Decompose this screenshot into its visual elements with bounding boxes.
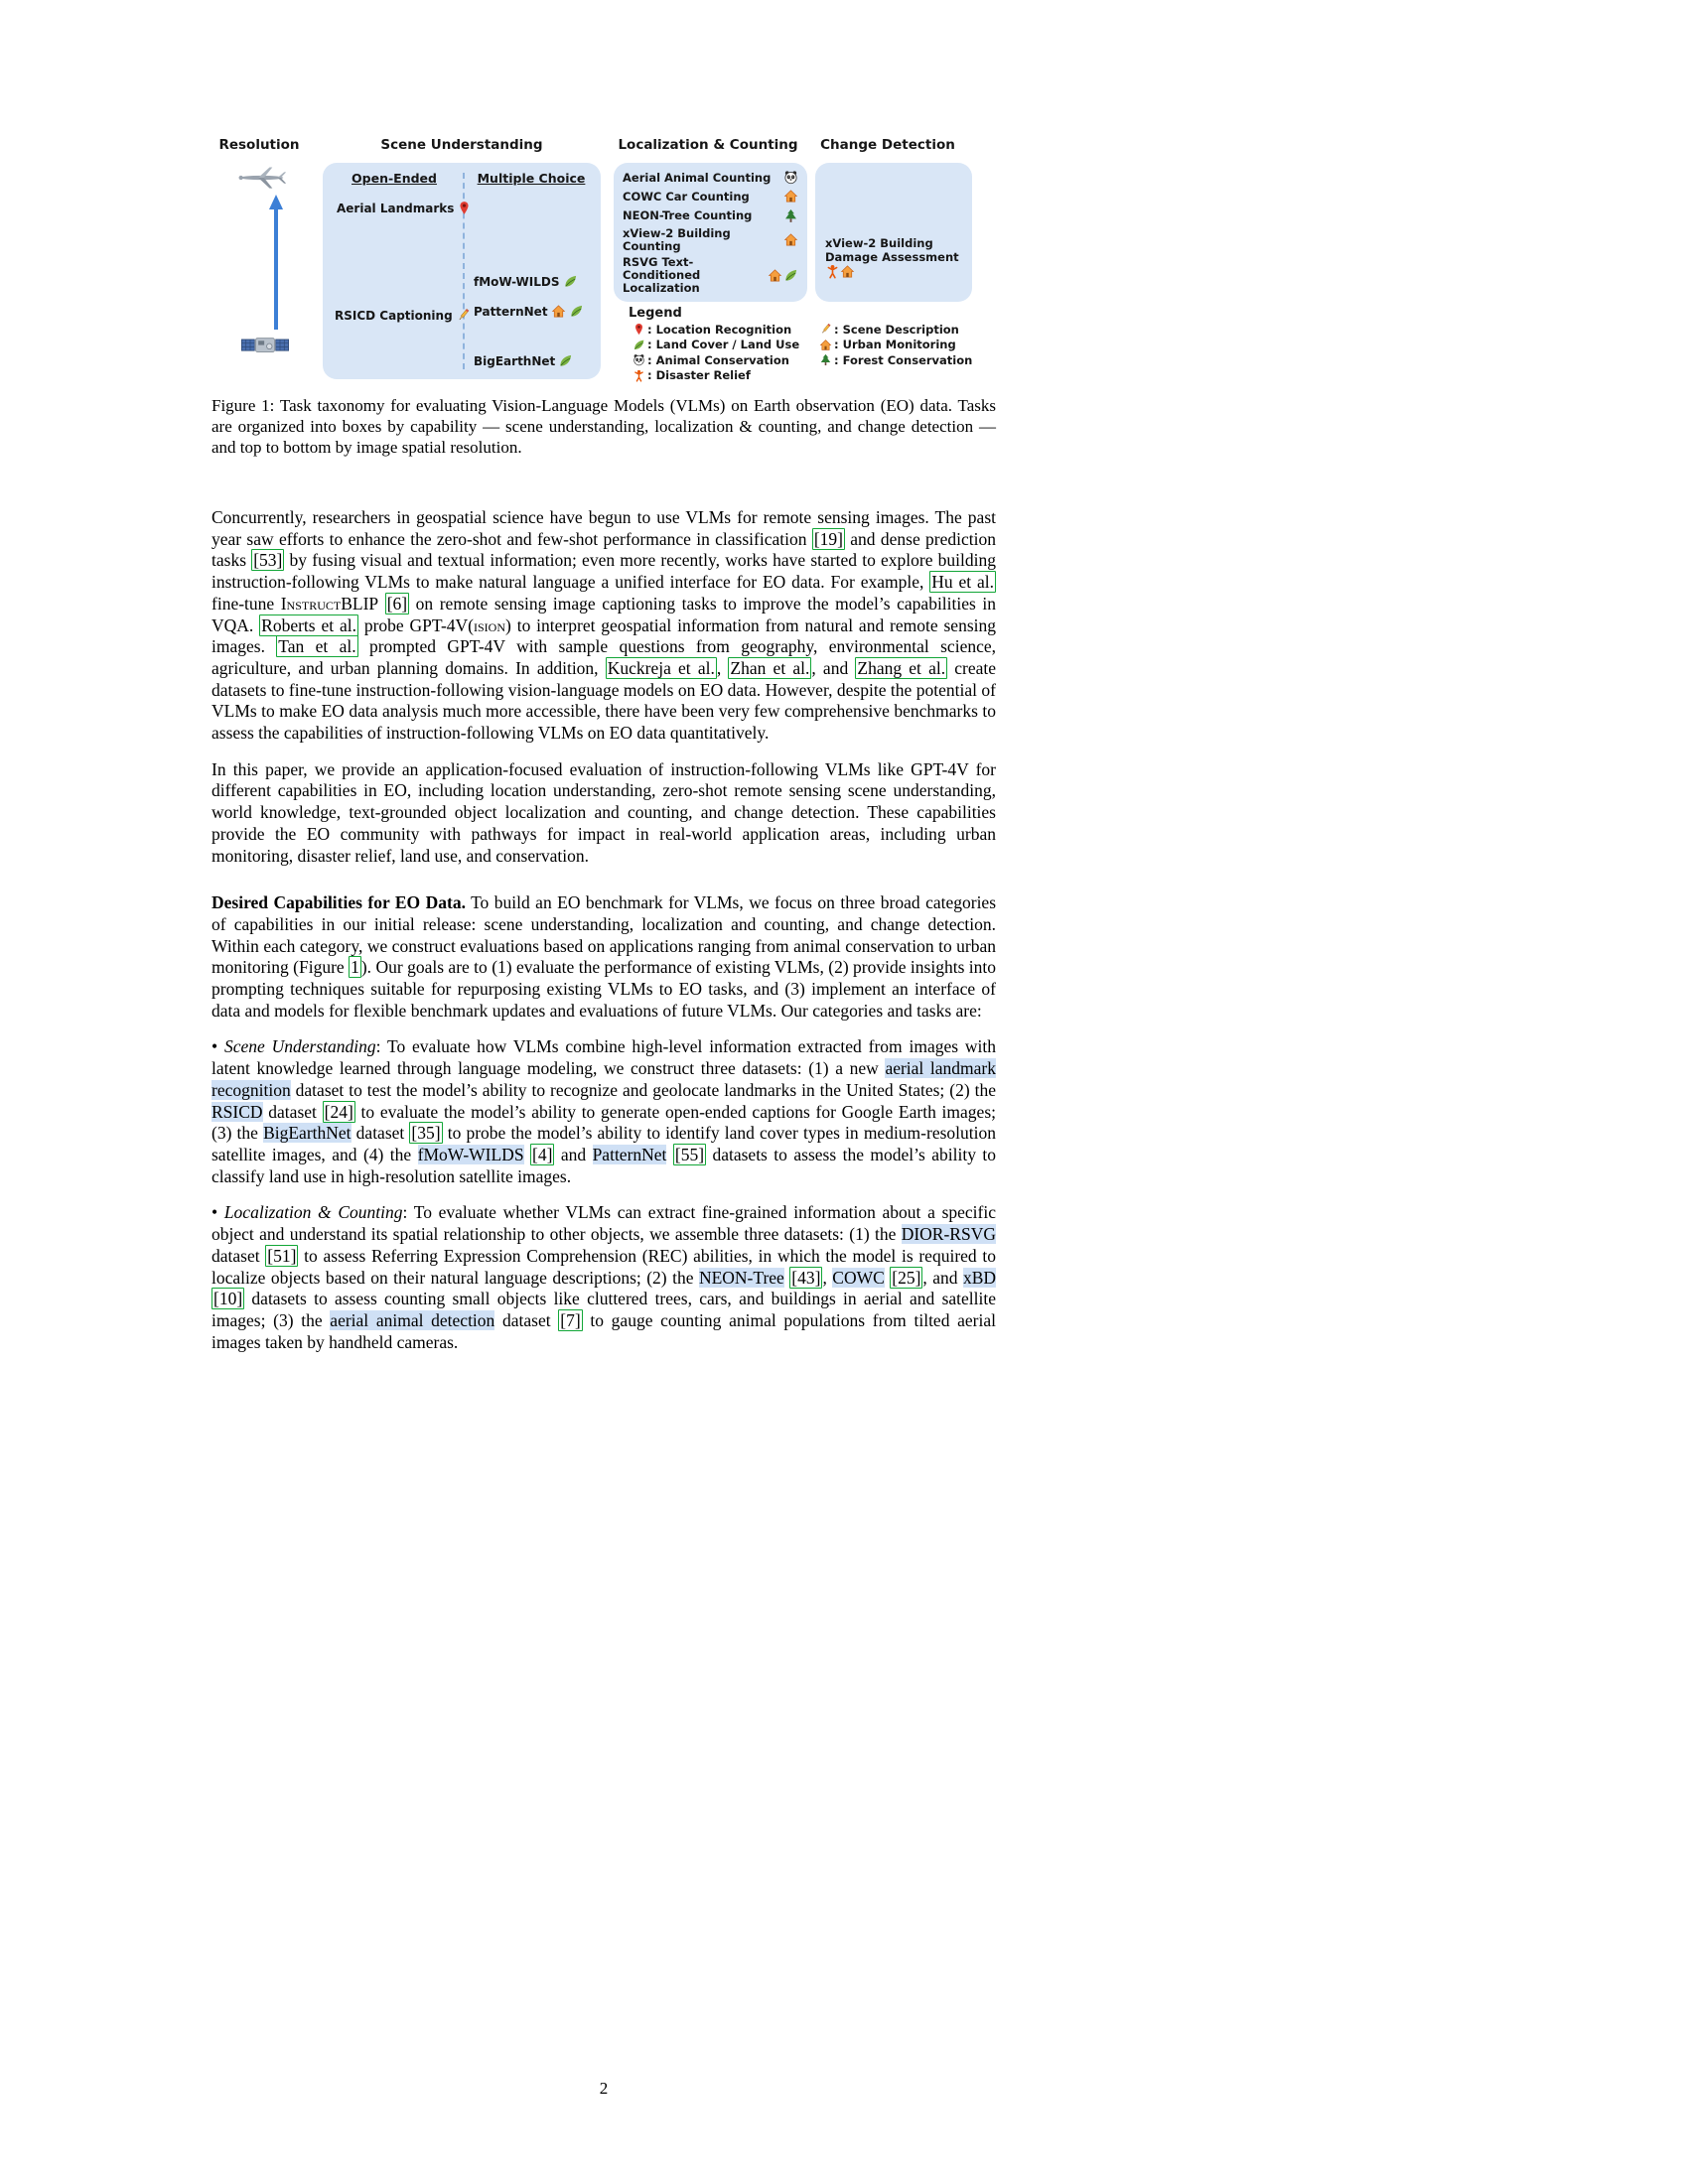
legend-item-land-cover xyxy=(633,339,799,353)
text-segment xyxy=(666,1145,672,1164)
text-segment: dataset to test the model’s ability to recognize and geolocate landmarks in the United States; (2) the xyxy=(290,1079,996,1100)
legend-title: Legend xyxy=(629,306,682,321)
citation-link[interactable]: [25] xyxy=(892,1267,921,1288)
bullet-scene-understanding xyxy=(211,1036,996,1187)
legend-label: : Forest Conservation xyxy=(834,352,973,367)
legend-item-location-recognition xyxy=(633,323,799,338)
task-xview2-building-damage xyxy=(825,236,966,280)
house-icon xyxy=(768,268,782,284)
text-segment: fine-tune xyxy=(211,593,281,614)
citation-link[interactable]: [4] xyxy=(532,1144,553,1164)
task-fmow-wilds xyxy=(474,274,578,290)
task-label: RSICD Captioning xyxy=(335,309,453,323)
task-bigearthnet xyxy=(474,353,573,369)
citation-link[interactable]: Tan et al. xyxy=(278,636,356,657)
paragraph-in-this-paper xyxy=(211,759,996,868)
dataset-highlight: COWC xyxy=(832,1267,885,1288)
citation-link[interactable]: [6] xyxy=(386,593,408,614)
text-segment: • xyxy=(211,1036,224,1057)
localization-counting-box xyxy=(614,163,807,302)
citation-link[interactable]: Roberts et al. xyxy=(261,614,356,635)
task-label: xView-2 Building Counting xyxy=(623,225,731,253)
citation-link[interactable]: Kuckreja et al. xyxy=(607,657,715,678)
text-segment: Concurrently, researchers in geospatial science have begun to use VLMs for remote sensing images. The past year saw efforts to enhance the zero-shot and few-shot performance in classification xyxy=(211,507,996,549)
text-segment: ) to interpret geospatial information from natural and remote sensing images. xyxy=(211,614,996,657)
task-label: Aerial Animal Counting xyxy=(623,170,772,185)
legend-column-2 xyxy=(819,323,972,369)
task-label: NEON-Tree Counting xyxy=(623,208,753,222)
text-segment xyxy=(378,594,385,614)
text-segment: to assess Referring Expression Comprehension (REC) abilities, in which the model is required to localize objects based on their natural language descriptions; (2) the xyxy=(211,1245,996,1288)
text-segment: : To evaluate how VLMs combine high-level information extracted from images with latent knowledge learned through language modeling, we construct three datasets: (1) a new xyxy=(211,1036,996,1079)
dataset-highlight: xBD xyxy=(962,1267,997,1288)
house-icon xyxy=(551,304,566,320)
text-segment: on remote sensing image captioning tasks to improve the model’s capabilities in VQA. xyxy=(211,593,996,635)
citation-link[interactable]: [19] xyxy=(813,528,843,549)
legend-item-animal-conservation xyxy=(633,353,799,368)
text-segment: • xyxy=(211,1202,224,1223)
citation-link[interactable]: [24] xyxy=(324,1101,353,1122)
citation-link[interactable]: Zhan et al. xyxy=(730,657,810,678)
citation-link[interactable]: [7] xyxy=(560,1309,581,1330)
legend-label: : Urban Monitoring xyxy=(834,338,956,351)
page-number: 2 xyxy=(599,2079,609,2098)
text-segment: Localization & Counting xyxy=(223,1202,403,1223)
panda-icon xyxy=(783,170,798,186)
house-icon xyxy=(840,266,855,280)
text-segment: to probe the model’s ability to identify land cover types in medium-resolution satellite images, and (4) the xyxy=(211,1123,996,1164)
dataset-highlight: RSICD xyxy=(211,1101,263,1122)
task-aerial-landmarks xyxy=(337,201,472,216)
multiple-choice-subheader: Multiple Choice xyxy=(477,171,586,186)
task-neon-tree-counting xyxy=(623,208,798,224)
text-segment: prompted GPT-4V with sample questions from geography, environmental science, agriculture, and urban planning domains. In addition, xyxy=(211,636,996,678)
dataset-highlight: DIOR-RSVG xyxy=(901,1224,996,1245)
dataset-highlight: NEON-Tree xyxy=(698,1267,784,1288)
task-label: Aerial Landmarks xyxy=(337,202,455,215)
dataset-highlight: aerial animal detection xyxy=(330,1309,495,1330)
text-segment: dataset xyxy=(262,1101,323,1122)
citation-link[interactable]: Zhang et al. xyxy=(857,657,946,678)
panda-icon xyxy=(633,353,645,368)
task-aerial-animal-counting xyxy=(623,170,798,186)
citation-link[interactable]: Hu et al. xyxy=(931,572,994,593)
pin-icon xyxy=(457,201,472,216)
text-segment: and dense prediction tasks xyxy=(211,528,996,571)
dataset-highlight: aerial landmark recognition xyxy=(211,1058,996,1100)
body-text xyxy=(211,507,996,1353)
task-label: BigEarthNet xyxy=(474,354,556,368)
legend-label: : Location Recognition xyxy=(647,322,792,337)
citation-link[interactable]: [10] xyxy=(213,1289,243,1309)
citation-link[interactable]: [43] xyxy=(791,1267,821,1288)
resolution-arrow-up-icon xyxy=(267,195,285,334)
dataset-highlight: BigEarthNet xyxy=(263,1123,352,1144)
text-segment: dataset xyxy=(211,1245,266,1266)
legend-label: : Animal Conservation xyxy=(647,352,789,367)
legend-label: : Disaster Relief xyxy=(647,368,751,382)
airplane-icon xyxy=(237,165,289,195)
paragraph-desired-capabilities xyxy=(211,892,996,1022)
figure-1-task-taxonomy xyxy=(211,137,996,387)
dataset-highlight: fMoW-WILDS xyxy=(417,1144,524,1164)
text-segment: by fusing visual and textual information; even more recently, works have started to explore building instruction-following VLMs to make natural language a unified interface for EO data. For example, xyxy=(211,550,996,593)
change-detection-box xyxy=(815,163,972,302)
column-header-localization-counting: Localization & Counting xyxy=(618,137,798,153)
leaf-icon xyxy=(633,339,645,353)
leaf-icon xyxy=(563,274,578,290)
dataset-highlight: PatternNet xyxy=(592,1144,667,1164)
figure-legend xyxy=(629,306,973,382)
text-segment: to gauge counting animal populations from tilted aerial images taken by handheld cameras. xyxy=(211,1309,996,1352)
citation-link[interactable]: [53] xyxy=(253,550,283,571)
task-label: COWC Car Counting xyxy=(623,189,750,204)
task-label: PatternNet xyxy=(474,305,548,319)
text-segment: datasets to assess the model’s ability to classify land use in high-resolution satellite images. xyxy=(211,1144,997,1186)
task-label: fMoW-WILDS xyxy=(474,275,560,289)
legend-item-disaster-relief xyxy=(633,369,799,384)
text-segment: , and xyxy=(922,1267,963,1288)
task-rsvg-localization xyxy=(623,256,798,295)
task-rsicd-captioning xyxy=(335,308,471,324)
leaf-icon xyxy=(783,268,798,284)
text-segment: to evaluate the model’s ability to generate open-ended captions for Google Earth images; (3) the xyxy=(211,1101,996,1144)
legend-item-forest-conservation xyxy=(819,353,972,368)
task-label: xView-2 Building Damage Assessment xyxy=(825,236,959,264)
legend-item-urban-monitoring xyxy=(819,339,972,353)
house-icon xyxy=(783,232,798,248)
column-header-scene-understanding: Scene Understanding xyxy=(380,137,543,153)
leaf-icon xyxy=(569,304,584,320)
citation-link[interactable]: [51] xyxy=(267,1245,297,1266)
citation-link[interactable]: [55] xyxy=(674,1144,705,1164)
text-segment: , and xyxy=(811,657,856,678)
text-segment: , xyxy=(822,1267,833,1288)
pencil-icon xyxy=(456,308,471,324)
task-xview2-building-counting xyxy=(623,227,798,253)
text-segment: , xyxy=(716,657,729,678)
legend-label: : Scene Description xyxy=(834,322,959,337)
text-segment: dataset xyxy=(351,1123,410,1144)
column-header-change-detection: Change Detection xyxy=(820,137,955,153)
text-segment: ). Our goals are to (1) evaluate the performance of existing VLMs, (2) provide insights into prompting techniques suitable for repurposing existing VLMs to EO tasks, and (3) implement an interface of data and models for flexible benchmark updates and evaluations of future VLMs. Our categories and tasks are: xyxy=(211,957,997,1021)
text-segment: : To evaluate whether VLMs can extract fine-grained information about a specific object and understand its spatial relationship to other objects, we assemble three datasets: (1) the xyxy=(211,1202,996,1245)
house-icon xyxy=(819,339,832,353)
paragraph-concurrently xyxy=(211,507,996,745)
satellite-icon xyxy=(241,332,289,363)
text-segment: datasets to assess counting small objects like cluttered trees, cars, and buildings in aerial and satellite images; (3) the xyxy=(211,1289,996,1330)
text-segment: dataset xyxy=(494,1309,559,1330)
text-segment: InstructBLIP xyxy=(280,593,379,614)
disaster-icon xyxy=(633,369,645,384)
legend-column-1 xyxy=(633,323,799,384)
text-segment: Desired Capabilities for EO Data. xyxy=(211,892,466,913)
pin-icon xyxy=(633,323,645,338)
task-label: RSVG Text-Conditioned Localization xyxy=(623,255,701,295)
text-segment: ision xyxy=(474,614,506,635)
task-patternnet xyxy=(474,304,584,320)
column-header-resolution: Resolution xyxy=(218,137,300,153)
text-segment: In this paper, we provide an application-focused evaluation of instruction-following VLMs like GPT-4V for different capabilities in EO, including location understanding, zero-shot remote sensing scene understanding, world knowledge, text-grounded object localization and counting, and change detection. These capabilities provide the EO community with pathways for impact in real-world application areas, including urban monitoring, disaster relief, land use, and conservation. xyxy=(211,758,996,866)
leaf-icon xyxy=(558,353,573,369)
task-cowc-car-counting xyxy=(623,189,798,205)
page-content-column xyxy=(211,0,996,1368)
tree-icon xyxy=(783,208,798,224)
text-segment: probe GPT-4V( xyxy=(357,614,475,635)
pencil-icon xyxy=(819,323,832,338)
open-ended-subheader: Open-Ended xyxy=(352,171,437,186)
house-icon xyxy=(783,189,798,205)
text-segment: and xyxy=(554,1144,593,1164)
disaster-icon xyxy=(825,266,840,280)
text-segment: To build an EO benchmark for VLMs, we focus on three broad categories of capabilities in our initial release: scene understanding, localization and counting, and change detection. Within each category, we construct evaluations based on applications ranging from animal conservation to urban monitoring (Figure xyxy=(211,892,997,978)
figure-caption: Figure 1: Task taxonomy for evaluating Vision-Language Models (VLMs) on Earth observation (EO) data. Tasks are organized into boxes by capability — scene understanding, localization & counting, and change detection — and top to bottom by image spatial resolution. xyxy=(211,396,996,457)
text-segment: create datasets to fine-tune instruction-following vision-language models on EO data. However, despite the potential of VLMs to make EO data analysis much more accessible, there have been very few comprehensive benchmarks to assess the capabilities of instruction-following VLMs on EO data quantitatively. xyxy=(211,657,997,744)
bullet-localization-counting xyxy=(211,1202,996,1353)
legend-label: : Land Cover / Land Use xyxy=(647,338,800,351)
text-segment: Scene Understanding xyxy=(223,1036,376,1057)
citation-link[interactable]: [35] xyxy=(411,1123,441,1144)
citation-link[interactable]: 1 xyxy=(351,957,359,978)
tree-icon xyxy=(819,353,832,368)
legend-item-scene-description xyxy=(819,323,972,338)
scene-understanding-box xyxy=(323,163,601,379)
